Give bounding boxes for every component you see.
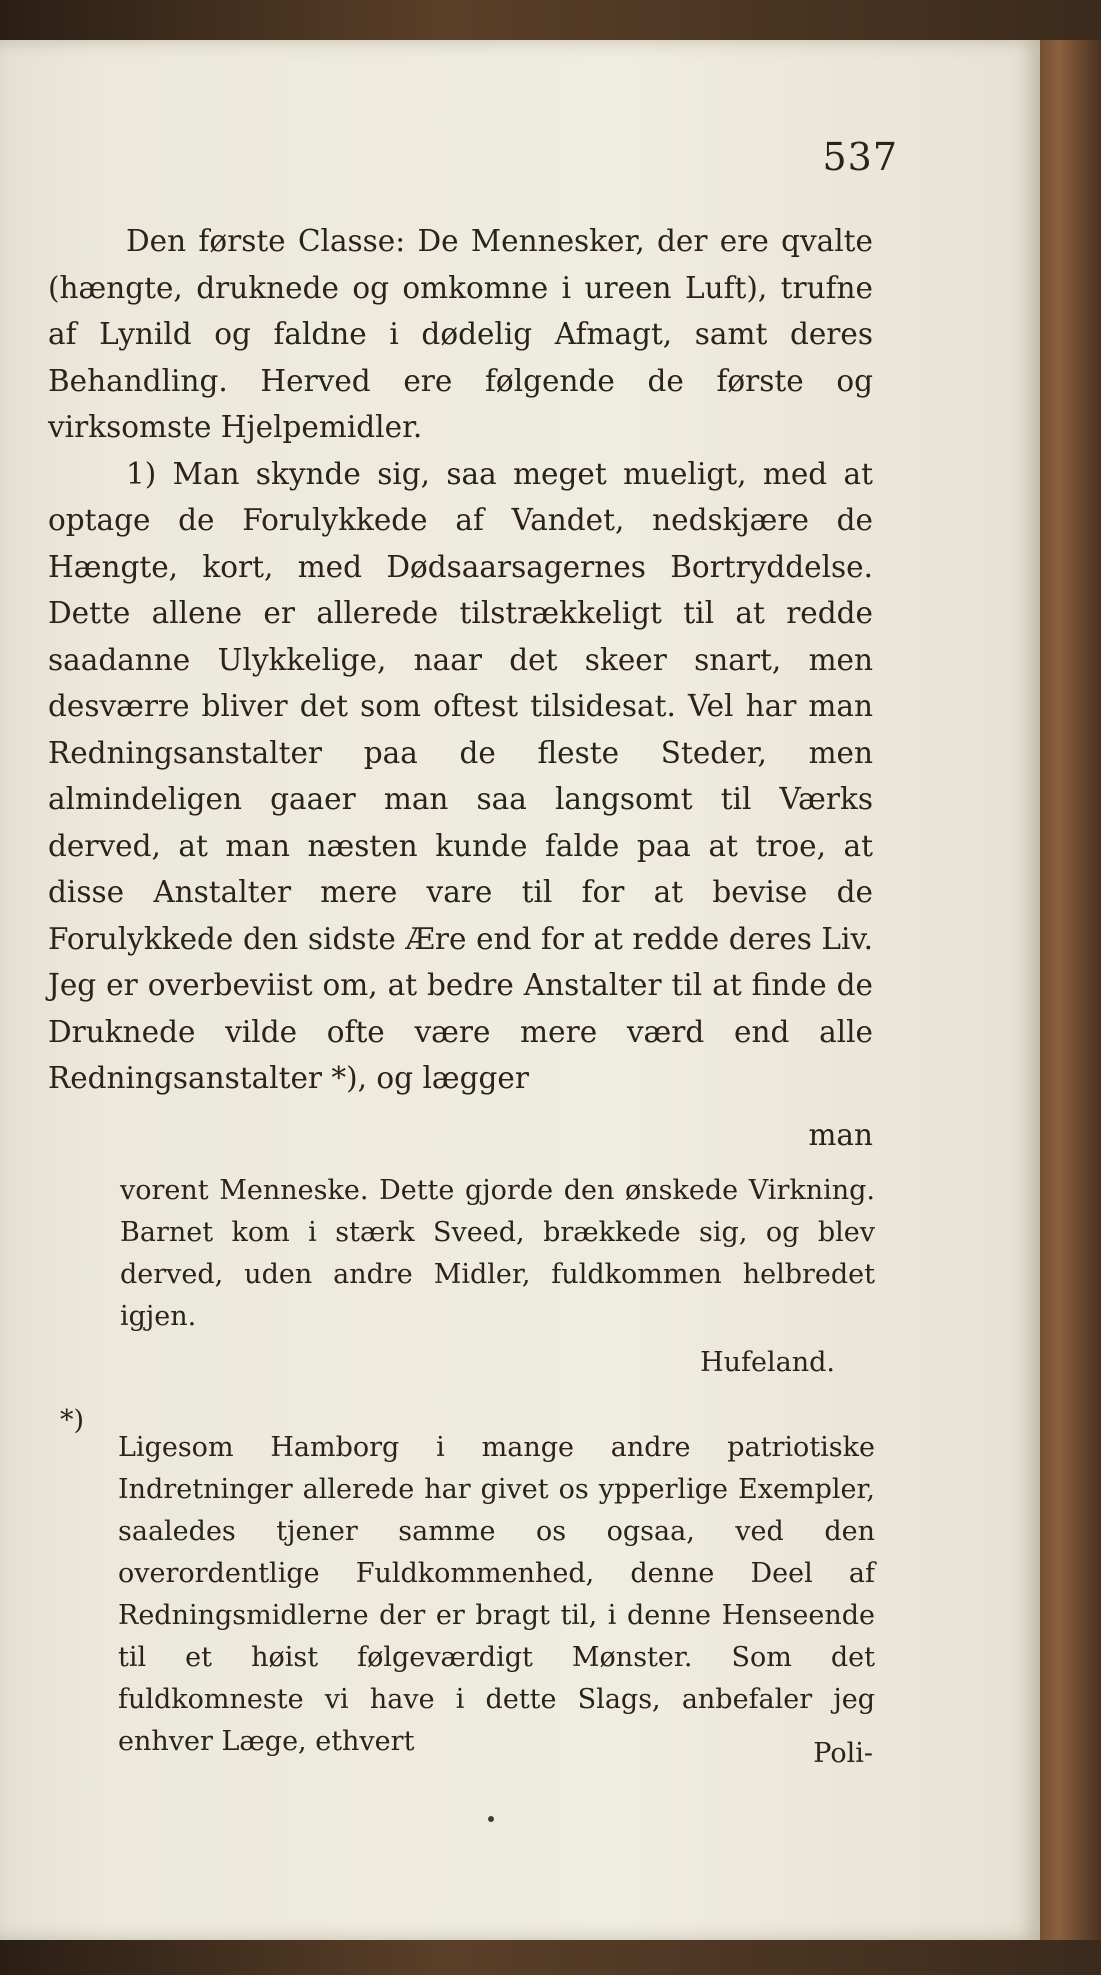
book-page bbox=[0, 40, 1040, 1940]
footnote-continued-text: vorent Menneske. Dette gjorde den ønskede Virkning. Barnet kom i stærk Sveed, brækkede sig, og blev derved, uden andre Midler, fuldkommen helbredet igjen. bbox=[120, 1175, 875, 1332]
paragraph-1: 1) Man skynde sig, saa meget mueligt, med at optage de Forulykkede af Vandet, nedskjære de Hængte, kort, med Dødsaarsagernes Bortryddelse. Dette allene er allerede tilstrækkeligt til at redde saadanne Ulykkelige, naar det skeer snart, men desværre bliver det som oftest tilsidesat. Vel har man Redningsanstalter paa de fleste Steder, men almindeligen gaaer man saa langsomt til Værks derved, at man næsten kunde falde paa at troe, at disse Anstalter mere vare til for at bevise de Forulykkede den sidste Ære end for at redde deres Liv. Jeg er overbeviist om, at bedre Anstalter til at finde de Druknede vilde ofte være mere værd end alle Redningsanstalter *), og lægger bbox=[48, 456, 873, 1095]
page-number: 537 bbox=[822, 135, 898, 179]
footnote-text: Ligesom Hamborg i mange andre patriotiske Indretninger allerede har givet os ypperlige Exempler, saaledes tjener samme os ogsaa, ved den overordentlige Fuldkommenhed, denne Deel af Redningsmidlerne der er bragt til, i denne Henseende til et høist følgeværdigt Mønster. Som det fuldkomneste vi have i dette Slags, anbefaler jeg enhver Læge, ethvert bbox=[118, 1432, 875, 1757]
footnote-catchword: Poli- bbox=[813, 1738, 873, 1769]
footnote bbox=[60, 1400, 875, 1790]
paper-speck bbox=[488, 1816, 494, 1822]
footnote-mark: *) bbox=[60, 1405, 85, 1436]
catchword: man bbox=[808, 1118, 873, 1152]
footnote-continued bbox=[120, 1170, 875, 1384]
footnote-signature: Hufeland. bbox=[700, 1347, 835, 1378]
book-spine bbox=[1031, 40, 1101, 1940]
main-text bbox=[48, 218, 873, 1102]
paragraph-classe: Den første Classe: De Mennesker, der ere qvalte (hængte, druknede og omkomne i ureen Luft), trufne af Lynild og faldne i dødelig Afmagt, samt deres Behandling. Herved ere følgende de første og virksomste Hjelpemidler. bbox=[48, 224, 873, 444]
